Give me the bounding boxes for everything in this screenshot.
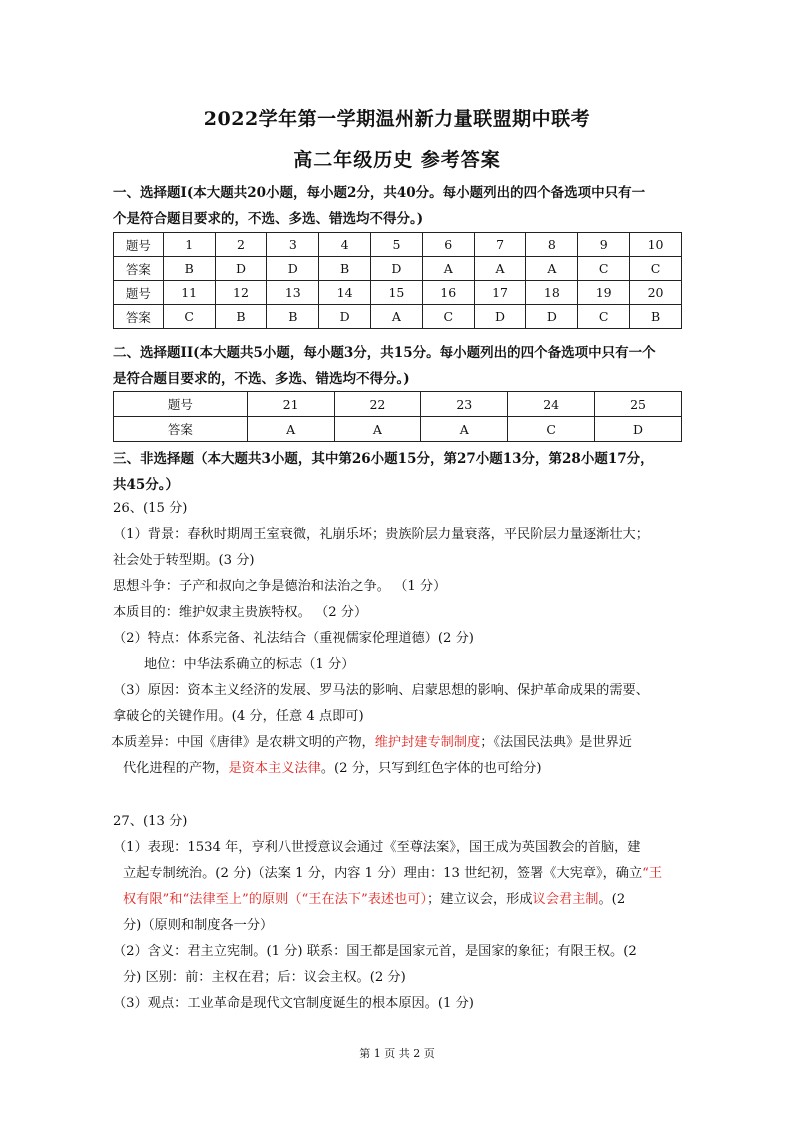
table-cell: 10 (630, 233, 682, 257)
q27-block (113, 809, 685, 1017)
page-subtitle: 高二年级历史 参考答案 (293, 149, 501, 171)
q27-highlight: 权有限”和“法律至上”的原则（“王在法下”表述也可） (123, 892, 428, 907)
table-cell: A (421, 417, 508, 442)
table-cell: 2 (215, 233, 267, 257)
table-cell: A (526, 257, 578, 281)
section3-heading-line2: 共45分。） (113, 477, 180, 493)
table-row (114, 392, 682, 417)
q26-highlight: 维护封建专制制度 (374, 735, 481, 750)
table-cell: 6 (422, 233, 474, 257)
table-cell: C (578, 305, 630, 329)
table-cell: 11 (163, 281, 215, 305)
table-cell: A (371, 305, 423, 329)
table-row (114, 257, 682, 281)
q27-text: 。(2 (598, 892, 626, 907)
section2-heading-line2: 是符合题目要求的，不选、多选、错选均不得分。) (113, 371, 410, 387)
q27-line: 分)（原则和制度各一分） (123, 918, 274, 933)
page-title: 2022学年第一学期温州新力量联盟期中联考 (203, 108, 591, 130)
table-cell: 18 (526, 281, 578, 305)
q27-highlight: “王 (642, 866, 663, 881)
table-row (114, 233, 682, 257)
table-cell: 24 (508, 392, 595, 417)
q26-text: ；《法国民法典》是世界近 (480, 735, 632, 750)
q26-text: 。(2 分，只写到红色字体的也可给分) (320, 761, 542, 776)
row-label: 题号 (114, 281, 164, 305)
table-cell: 8 (526, 233, 578, 257)
q26-line-essence-cont (113, 756, 685, 782)
table-cell: 3 (267, 233, 319, 257)
q26-header: 26、(15 分) (113, 501, 188, 516)
table-cell: 14 (319, 281, 371, 305)
table-cell: 17 (474, 281, 526, 305)
q27-text: 立起专制统治。(2 分)（法案 1 分，内容 1 分）理由：13 世纪初，签署《大宪章》，确立 (123, 866, 643, 881)
table-cell: 9 (578, 233, 630, 257)
table-cell: 22 (334, 392, 421, 417)
table-cell: 12 (215, 281, 267, 305)
q26-block (113, 496, 685, 782)
table-cell: C (508, 417, 595, 442)
table-cell: D (371, 257, 423, 281)
table-cell: A (422, 257, 474, 281)
row-label: 题号 (114, 233, 164, 257)
table-cell: C (630, 257, 682, 281)
section1-heading-line1: 一、选择题I(本大题共20小题，每小题2分，共40分。每小题列出的四个备选项中只有一 (113, 185, 646, 201)
table-cell: B (163, 257, 215, 281)
q27-highlight: 议会君主制 (532, 892, 599, 907)
table-cell: 16 (422, 281, 474, 305)
table-cell: 7 (474, 233, 526, 257)
table-cell: C (163, 305, 215, 329)
q26-line: （2）特点：体系完备、礼法结合（重视儒家伦理道德）(2 分) (113, 631, 474, 646)
table-cell: 25 (595, 392, 682, 417)
section3-heading (113, 446, 693, 498)
section3-heading-line1: 三、非选择题（本大题共3小题，其中第26小题15分，第27小题13分，第28小题17分， (113, 451, 654, 467)
table-cell: B (319, 257, 371, 281)
q26-line: （1）背景：春秋时期周王室衰微，礼崩乐坏；贵族阶层力量衰落，平民阶层力量逐渐壮大； (113, 527, 649, 542)
section1-heading (113, 180, 693, 232)
q27-line: （1）表现：1534 年，亨利八世授意议会通过《至尊法案》，国王成为英国教会的首脑，建 (113, 840, 641, 855)
q27-line (113, 861, 685, 887)
table-cell: D (267, 257, 319, 281)
table-cell: D (526, 305, 578, 329)
row-label: 答案 (114, 417, 248, 442)
table-cell: D (319, 305, 371, 329)
q26-text: 代化进程的产物， (123, 761, 229, 776)
q26-line: 社会处于转型期。(3 分) (113, 553, 255, 568)
table-cell: C (422, 305, 474, 329)
table-cell: D (474, 305, 526, 329)
section1-heading-line2: 个是符合题目要求的，不选、多选、错选均不得分。) (113, 211, 424, 227)
answer-table-2 (113, 391, 682, 442)
table-cell: 13 (267, 281, 319, 305)
section2-heading (113, 340, 693, 392)
row-label: 答案 (114, 257, 164, 281)
table-row (114, 305, 682, 329)
q26-line: （3）原因：资本主义经济的发展、罗马法的影响、启蒙思想的影响、保护革命成果的需要、 (113, 683, 649, 698)
table-cell: D (215, 257, 267, 281)
row-label: 题号 (114, 392, 248, 417)
table-cell: C (578, 257, 630, 281)
table-cell: A (247, 417, 334, 442)
table-row (114, 417, 682, 442)
row-label: 答案 (114, 305, 164, 329)
q26-highlight: 是资本主义法律 (228, 761, 321, 776)
table-cell: A (474, 257, 526, 281)
table-cell: 1 (163, 233, 215, 257)
q27-text: ；建立议会，形成 (427, 892, 533, 907)
table-cell: 19 (578, 281, 630, 305)
q26-line: 思想斗争：子产和叔向之争是德治和法治之争。 （1 分） (113, 579, 447, 594)
q26-line: 本质目的：维护奴隶主贵族特权。 （2 分） (113, 605, 368, 620)
table-cell: 21 (247, 392, 334, 417)
table-cell: 23 (421, 392, 508, 417)
q27-line: 分) 区别：前：主权在君；后：议会主权。(2 分) (123, 970, 406, 985)
table-cell: 15 (371, 281, 423, 305)
q27-line (113, 887, 685, 913)
page-footer: 第 1 页 共 2 页 (359, 1047, 435, 1060)
q27-header: 27、(13 分) (113, 814, 188, 829)
section2-heading-line1: 二、选择题II(本大题共5小题，每小题3分，共15分。每小题列出的四个备选项中只有一个 (113, 345, 656, 361)
table-cell: B (267, 305, 319, 329)
table-cell: 4 (319, 233, 371, 257)
q26-line: 拿破仑的关键作用。(4 分，任意 4 点即可) (113, 709, 364, 724)
table-cell: 20 (630, 281, 682, 305)
q26-line-essence (111, 730, 685, 756)
table-cell: 5 (371, 233, 423, 257)
table-cell: D (595, 417, 682, 442)
table-row (114, 281, 682, 305)
table-cell: B (630, 305, 682, 329)
table-cell: A (334, 417, 421, 442)
q27-line: （2）含义：君主立宪制。(1 分) 联系：国王都是国家元首，是国家的象征；有限王权。(2 (113, 944, 637, 959)
table-cell: B (215, 305, 267, 329)
q27-line: （3）观点：工业革命是现代文官制度诞生的根本原因。(1 分) (113, 996, 474, 1011)
q26-line: 地位：中华法系确立的标志（1 分） (144, 657, 355, 672)
answer-table-1 (113, 232, 682, 329)
q26-text: 本质差异：中国《唐律》是农耕文明的产物， (111, 735, 375, 750)
